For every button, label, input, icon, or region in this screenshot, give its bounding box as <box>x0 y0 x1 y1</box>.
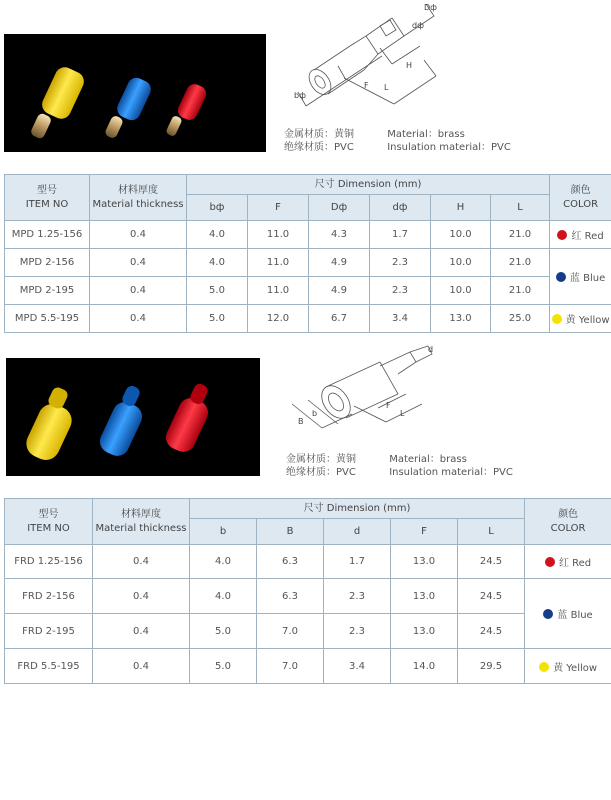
item-no: FRD 1.25-156 <box>5 545 93 579</box>
label-f2: F <box>386 401 391 410</box>
thickness: 0.4 <box>93 545 190 579</box>
blue-male-terminal <box>104 75 154 140</box>
color-blue: 蓝 Blue <box>525 579 611 649</box>
item-no: FRD 2-156 <box>5 579 93 614</box>
cell: 24.5 <box>458 579 525 614</box>
en-insulation-label: Insulation material：PVC <box>389 467 513 478</box>
cell: 24.5 <box>458 614 525 649</box>
cell: 21.0 <box>491 277 550 305</box>
header-thickness: 材料厚度 Material thickness <box>90 175 187 221</box>
col-big-b: B <box>257 519 324 545</box>
item-no: MPD 2-195 <box>5 277 90 305</box>
cell: 2.3 <box>324 579 391 614</box>
cell: 12.0 <box>248 305 309 333</box>
cell: 4.0 <box>190 579 257 614</box>
table-row <box>5 221 611 249</box>
material-info-1 <box>284 128 604 154</box>
cell: 4.0 <box>190 545 257 579</box>
cell: 4.9 <box>309 277 370 305</box>
col-dphi-lower: dф <box>370 195 431 221</box>
cell: 14.0 <box>391 649 458 684</box>
cell: 11.0 <box>248 249 309 277</box>
col-bphi: bф <box>187 195 248 221</box>
cn-insulation-label: 绝缘材质：PVC <box>286 467 356 478</box>
blue-dot-icon <box>556 272 566 282</box>
cell: 3.4 <box>324 649 391 684</box>
thickness: 0.4 <box>90 305 187 333</box>
label-dphi-top: Dф <box>424 4 437 12</box>
male-terminals-photo <box>4 34 266 152</box>
cell: 13.0 <box>431 305 491 333</box>
col-b: b <box>190 519 257 545</box>
cell: 24.5 <box>458 545 525 579</box>
cell: 6.3 <box>257 545 324 579</box>
table-row <box>5 579 611 614</box>
header-thickness: 材料厚度 Material thickness <box>93 499 190 545</box>
en-material-label: Material：brass <box>387 129 465 140</box>
label-h: H <box>406 61 413 70</box>
col-l: L <box>458 519 525 545</box>
thickness: 0.4 <box>90 277 187 305</box>
label-b: b <box>312 409 318 418</box>
cell: 10.0 <box>431 249 491 277</box>
cell: 25.0 <box>491 305 550 333</box>
red-dot-icon <box>557 230 567 240</box>
label-d: d <box>428 345 434 354</box>
cell: 21.0 <box>491 249 550 277</box>
col-f: F <box>391 519 458 545</box>
female-terminal-dimension-drawing <box>282 344 452 444</box>
cell: 1.7 <box>370 221 431 249</box>
cell: 10.0 <box>431 277 491 305</box>
label-bphi: bф <box>294 91 306 100</box>
cell: 5.0 <box>187 277 248 305</box>
item-no: MPD 5.5-195 <box>5 305 90 333</box>
table-row <box>5 277 611 305</box>
cell: 5.0 <box>187 305 248 333</box>
thickness: 0.4 <box>90 249 187 277</box>
cell: 13.0 <box>391 614 458 649</box>
cell: 4.0 <box>187 221 248 249</box>
cell: 4.3 <box>309 221 370 249</box>
col-d: d <box>324 519 391 545</box>
red-dot-icon <box>545 557 555 567</box>
cell: 29.5 <box>458 649 525 684</box>
frd-spec-table <box>4 498 611 684</box>
table-row <box>5 649 611 684</box>
cell: 6.3 <box>257 579 324 614</box>
cell: 11.0 <box>248 277 309 305</box>
header-item-no: 型号 ITEM NO <box>5 175 90 221</box>
item-no: FRD 5.5-195 <box>5 649 93 684</box>
col-l: L <box>491 195 550 221</box>
cell: 2.3 <box>370 277 431 305</box>
header-item-no: 型号 ITEM NO <box>5 499 93 545</box>
cell: 7.0 <box>257 649 324 684</box>
cell: 7.0 <box>257 614 324 649</box>
cn-material-label: 金属材质：黄铜 <box>286 454 356 465</box>
col-dphi-upper: Dф <box>309 195 370 221</box>
label-big-b: B <box>298 417 304 426</box>
en-insulation-label: Insulation material：PVC <box>387 142 511 153</box>
label-l2: L <box>400 409 405 418</box>
table-row <box>5 305 611 333</box>
col-h: H <box>431 195 491 221</box>
cell: 1.7 <box>324 545 391 579</box>
blue-female-terminal <box>96 384 146 460</box>
thickness: 0.4 <box>93 579 190 614</box>
header-color: 颜色 COLOR <box>550 175 611 221</box>
label-dphi: dф <box>412 21 424 30</box>
mpd-spec-table <box>4 174 611 333</box>
cn-material-label: 金属材质：黄铜 <box>284 129 354 140</box>
cell: 3.4 <box>370 305 431 333</box>
cell: 13.0 <box>391 545 458 579</box>
col-f: F <box>248 195 309 221</box>
cell: 5.0 <box>190 614 257 649</box>
item-no: MPD 2-156 <box>5 249 90 277</box>
yellow-male-terminal <box>30 64 88 140</box>
material-info-2 <box>286 453 606 479</box>
color-red: 红 Red <box>550 221 611 249</box>
cell: 10.0 <box>431 221 491 249</box>
color-blue: 蓝 Blue <box>550 249 611 305</box>
cell: 11.0 <box>248 221 309 249</box>
yellow-dot-icon <box>552 314 562 324</box>
label-l: L <box>384 83 389 92</box>
cell: 6.7 <box>309 305 370 333</box>
table-row <box>5 545 611 579</box>
thickness: 0.4 <box>90 221 187 249</box>
header-dimension: 尺寸 Dimension (mm) <box>190 499 525 519</box>
table-row <box>5 249 611 277</box>
blue-dot-icon <box>543 609 553 619</box>
thickness: 0.4 <box>93 649 190 684</box>
cell: 5.0 <box>190 649 257 684</box>
cell: 2.3 <box>324 614 391 649</box>
color-yellow: 黄 Yellow <box>550 305 611 333</box>
female-terminals-photo <box>6 358 260 476</box>
cell: 4.0 <box>187 249 248 277</box>
item-no: FRD 2-195 <box>5 614 93 649</box>
red-male-terminal <box>165 81 208 137</box>
red-female-terminal <box>162 382 212 456</box>
label-f: F <box>364 81 369 90</box>
cell: 21.0 <box>491 221 550 249</box>
header-dimension: 尺寸 Dimension (mm) <box>187 175 550 195</box>
header-color: 颜色 COLOR <box>525 499 611 545</box>
male-terminal-dimension-drawing <box>284 4 464 120</box>
cell: 4.9 <box>309 249 370 277</box>
cell: 13.0 <box>391 579 458 614</box>
color-red: 红 Red <box>525 545 611 579</box>
thickness: 0.4 <box>93 614 190 649</box>
cell: 2.3 <box>370 249 431 277</box>
cn-insulation-label: 绝缘材质：PVC <box>284 142 354 153</box>
table-row <box>5 614 611 649</box>
yellow-dot-icon <box>539 662 549 672</box>
color-yellow: 黄 Yellow <box>525 649 611 684</box>
en-material-label: Material：brass <box>389 454 467 465</box>
yellow-female-terminal <box>22 386 76 465</box>
item-no: MPD 1.25-156 <box>5 221 90 249</box>
